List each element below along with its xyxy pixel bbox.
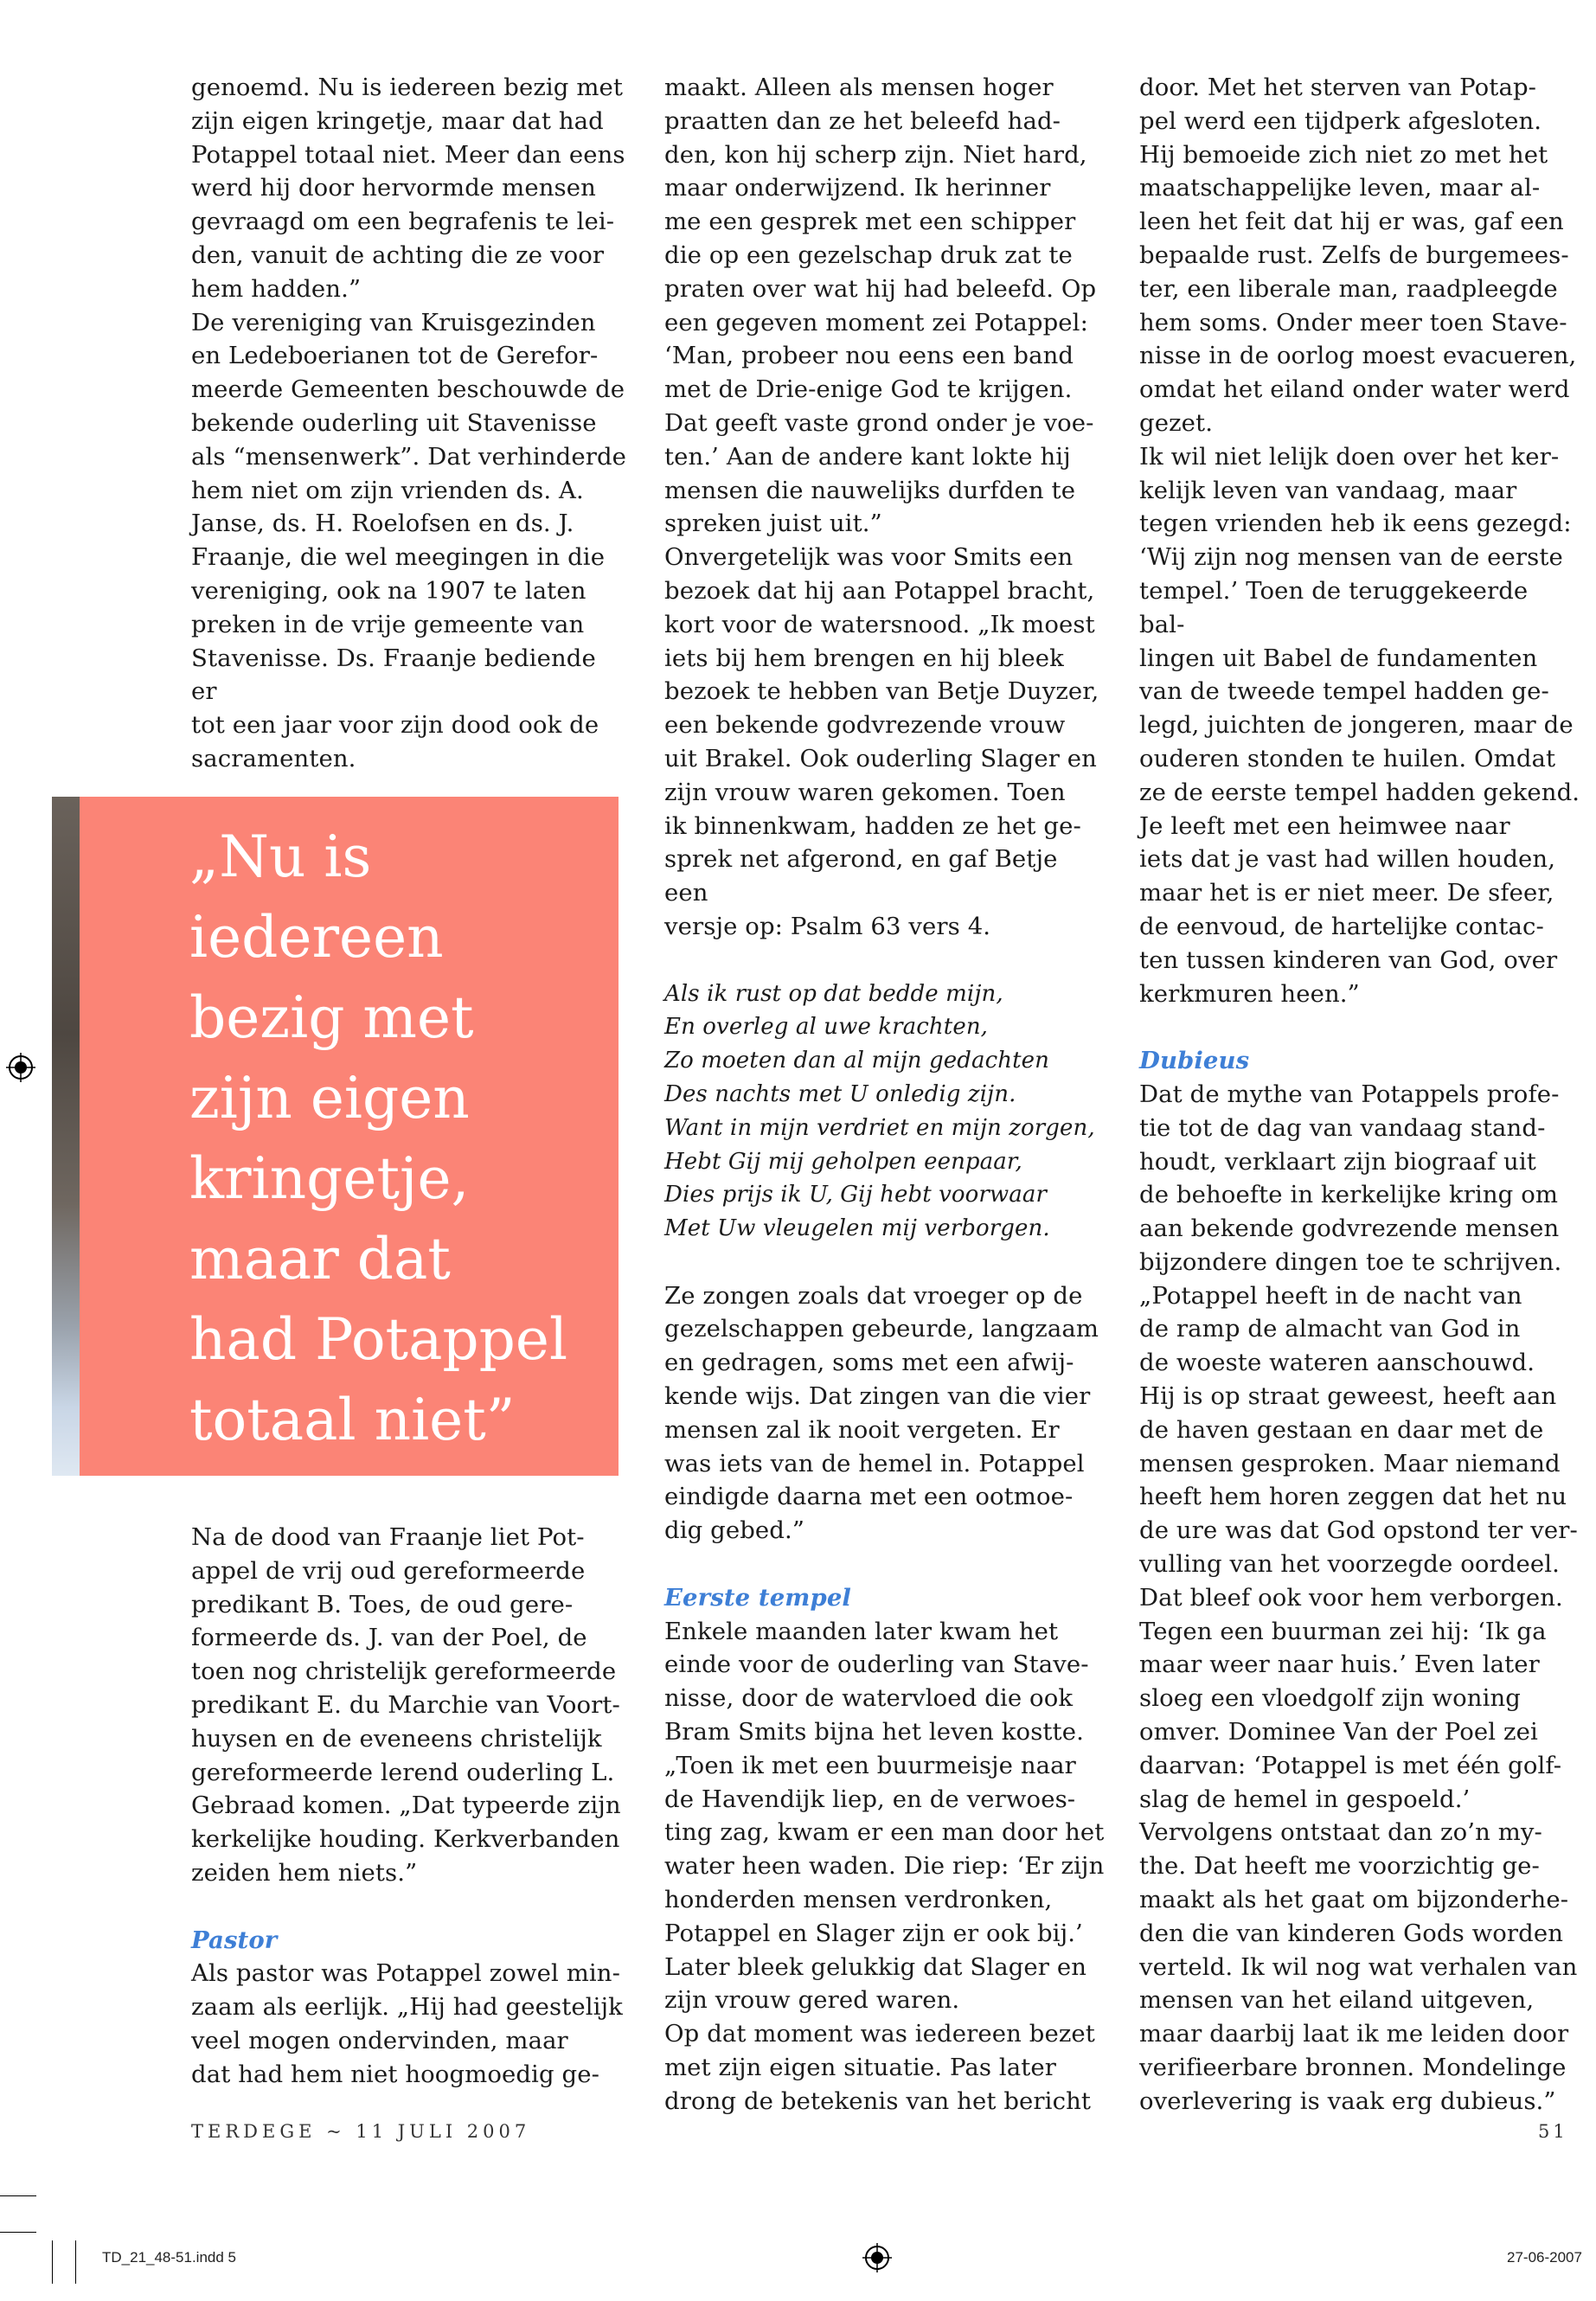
heading-eerste-tempel: Eerste tempel — [664, 1583, 851, 1612]
pastor-paragraph: Als pastor was Potappel zowel min- zaam als eerlijk. „Hij had geestelijk veel mogen ondervinden, maar dat had hem niet hoogmoedig ge- — [191, 1959, 623, 2088]
page-number: 51 — [1538, 2121, 1568, 2142]
slug-filename: TD_21_48-51.indd 5 — [102, 2249, 237, 2266]
crop-mark — [75, 2240, 76, 2284]
crop-mark — [52, 2240, 53, 2284]
column-1-lower-paragraph: Na de dood van Fraanje liet Pot- appel de vrij oud gereformeerde predikant B. Toes, de oud gere- formeerde ds. J. van der Poel, de toen nog christelijk gereformeerde predikant E. du Marchie van Voort- huysen en de eveneens christelijk gereformeerde lerend ouderling L. Gebraad komen. „Dat typeerde zijn kerkelijke houding. Kerkverbanden zeiden hem niets.” — [191, 1523, 621, 1887]
column-3-paragraph-2: Dat de mythe van Potappels profe- tie tot de dag van vandaag stand- houdt, verklaart zijn biograaf uit de behoefte in kerkelijke kring om aan bekende godvrezende mensen bijzondere dingen toe te schrijven. „Potappel heeft in de nacht van de ramp de almacht van God in de woeste wateren aanschouwd. Hij is op straat geweest, heeft aan de haven gestaan en daar met de mensen gesproken. Maar niemand heeft hem horen zeggen dat het nu de ure was dat God opstond ter ver- vulling van het voorzegde oordeel. Dat bleef ook voor hem verborgen. Tegen een buurman zei hij: ‘Ik ga maar weer naar huis.’ Even later sloeg een vloedgolf zijn woning omver. Dominee Van der Poel zei daarvan: ‘Potappel is met één golf- slag de hemel in gespoeld.’ Vervolgens ontstaat dan zo’n my- the. Dat heeft me voorzichtig ge- maakt als het gaat om bijzonderhe- den die van kinderen Gods worden verteld. Ik wil nog wat verhalen van mensen van het eiland uitgeven, maar daarbij laat ik me leiden door verifieerbare bronnen. Mondelinge overlevering is vaak erg dubieus.” — [1139, 1080, 1578, 2115]
column-1 — [191, 71, 628, 776]
photo-edge-strip — [52, 797, 82, 1476]
crop-mark — [0, 2195, 36, 2196]
slug-date: 27-06-2007 — [1507, 2249, 1582, 2266]
column-1-top-paragraph: genoemd. Nu is iedereen bezig met zijn eigen kringetje, maar dat had Potappel totaal niet. Meer dan eens werd hij door hervormde mensen gevraagd om een begrafenis te lei- den, vanuit de achting die ze voor hem hadden.” De vereniging van Kruisgezinden en Ledeboerianen tot de Gerefor- meerde Gemeenten beschouwde de bekende ouderling uit Stavenisse als “mensenwerk”. Dat verhinderde hem niet om zijn vrienden ds. A. Janse, ds. H. Roelofsen en ds. J. Fraanje, die wel meegingen in die vereniging, ook na 1907 te laten preken in de vrije gemeente van Stavenisse. Ds. Fraanje bediende er tot een jaar voor zijn dood ook de sacramenten. — [191, 74, 627, 772]
column-2-paragraph-3: Enkele maanden later kwam het einde voor de ouderling van Stave- nisse, door de watervloed die ook Bram Smits bijna het leven kostte. „Toen ik met een buurmeisje naar de Havendijk liep, en de verwoes- ting zag, kwam er een man door het water heen waden. Die riep: ‘Er zijn honderden mensen verdronken, Potappel en Slager zijn er ook bij.’ Later bleek gelukkig dat Slager en zijn vrouw gered waren. Op dat moment was iedereen bezet met zijn eigen situatie. Pas later drong de betekenis van het bericht — [664, 1617, 1105, 2115]
heading-pastor: Pastor — [191, 1926, 278, 1954]
footer-magazine-date: TERDEGE ~ 11 JULI 2007 — [191, 2121, 531, 2142]
registration-mark-icon — [6, 1053, 35, 1082]
column-2-paragraph-2: Ze zongen zoals dat vroeger op de gezelschappen gebeurde, langzaam en gedragen, soms met een afwij- kende wijs. Dat zingen van die vier mensen zal ik nooit vergeten. Er was iets van de hemel in. Potappel eindigde daarna met een ootmoe- dig gebed.” — [664, 1281, 1099, 1545]
pullquote-text: „Nu is iedereen bezig met zijn eigen kringetje, maar dat had Potappel totaal niet” — [189, 824, 568, 1453]
column-2-paragraph-1: maakt. Alleen als mensen hoger praatten dan ze het beleefd had- den, kon hij scherp zijn. Niet hard, maar onderwijzend. Ik herinner me een gesprek met een schipper die op een gezelschap druk zat te praten over wat hij had beleefd. Op een gegeven moment zei Potappel: ‘Man, probeer nou eens een band met de Drie-enige God te krijgen. Dat geeft vaste grond onder je voe- ten.’ Aan de andere kant lokte hij mensen die nauwelijks durfden te spreken juist uit.” Onvergetelijk was voor Smits een bezoek dat hij aan Potappel bracht, kort voor de watersnood. „Ik moest iets bij hem brengen en hij bleek bezoek te hebben van Betje Duyzer, een bekende godvrezende vrouw uit Brakel. Ook ouderling Slager en zijn vrouw waren gekomen. Toen ik binnenkwam, hadden ze het ge- sprek net afgerond, en gaf Betje een versje op: Psalm 63 vers 4. — [664, 74, 1099, 940]
column-1-lower — [191, 1521, 628, 2092]
heading-dubieus: Dubieus — [1139, 1047, 1250, 1075]
psalm-poem: Als ik rust op dat bedde mijn, En overleg al uwe krachten, Zo moeten dan al mijn gedachten Des nachts met U onledig zijn. Want in mijn verdriet en mijn zorgen, Hebt Gij mij geholpen eenpaar, Dies prijs ik U, Gij hebt voorwaar Met Uw vleugelen mij verborgen. — [664, 980, 1095, 1242]
registration-mark-bottom-icon — [862, 2243, 892, 2272]
crop-mark — [0, 2232, 36, 2233]
column-2 — [664, 71, 1106, 2118]
column-3 — [1139, 71, 1580, 2118]
column-3-paragraph-1: door. Met het sterven van Potap- pel werd een tijdperk afgesloten. Hij bemoeide zich niet zo met het maatschappelijke leven, maar al- leen het feit dat hij er was, gaf een bepaalde rust. Zelfs de burgemees- ter, een liberale man, raadpleegde hem soms. Onder meer toen Stave- nisse in de oorlog moest evacueren, omdat het eiland onder water werd gezet. Ik wil niet lelijk doen over het ker- kelijk leven van vandaag, maar tegen vrienden heb ik eens gezegd: ‘Wij zijn nog mensen van de eerste tempel.’ Toen de teruggekeerde bal- lingen uit Babel de fundamenten van de tweede tempel hadden ge- legd, juichten de jongeren, maar de ouderen stonden te huilen. Omdat ze de eerste tempel hadden gekend. Je leeft met een heimwee naar iets dat je vast had willen houden, maar het is er niet meer. De sfeer, de eenvoud, de hartelijke contac- ten tussen kinderen van God, over kerkmuren heen.” — [1139, 74, 1580, 1008]
